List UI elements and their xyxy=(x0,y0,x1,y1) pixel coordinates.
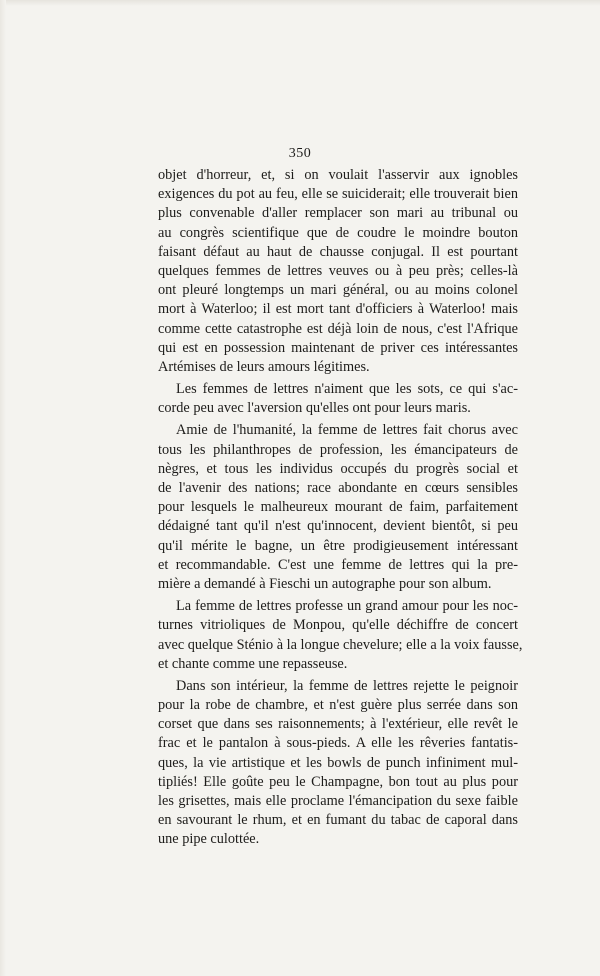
paragraph-2 xyxy=(158,380,518,418)
text-line: mort à Waterloo; il est mort tant d'officiers à Waterloo! mais xyxy=(158,301,518,318)
text-line: tipliés! Elle goûte peu le Champagne, bon tout au plus pour xyxy=(158,773,518,790)
text-line: Dans son intérieur, la femme de lettres rejette le peignoir xyxy=(176,677,518,694)
text-line: qui est en possession maintenant de priver ces intéressantes xyxy=(158,339,518,356)
text-line: au congrès scientifique que de coudre le moindre bouton xyxy=(158,224,518,241)
text-line: mière a demandé à Fieschi un autographe pour son album. xyxy=(158,575,492,592)
text-line: tous les philanthropes de profession, les émancipateurs de xyxy=(158,441,518,458)
text-line: nègres, et tous les individus occupés du progrès social et xyxy=(158,460,518,477)
text-line: plus convenable d'aller remplacer son mari au tribunal ou xyxy=(158,205,518,222)
text-line: La femme de lettres professe un grand amour pour les noc- xyxy=(176,598,518,615)
text-line: de l'avenir des nations; race abondante en cœurs sensibles xyxy=(158,480,518,496)
page-number: 350 xyxy=(288,146,312,161)
text-line: dédaigné tant qu'il n'est qu'innocent, devient bientôt, si peu xyxy=(158,518,518,535)
text-line: en savourant le rhum, et en fumant du tabac de caporal dans xyxy=(158,812,518,829)
text-line: pour la robe de chambre, et n'est guère plus serrée dans son xyxy=(158,697,518,714)
text-line: Amie de l'humanité, la femme de lettres fait chorus avec xyxy=(176,422,518,439)
text-line: comme cette catastrophe est déjà loin de nous, c'est l'Afrique xyxy=(158,320,518,337)
paragraph-5 xyxy=(158,677,518,850)
text-line: exigences du pot au feu, elle se suiciderait; elle trouverait bien xyxy=(158,186,518,203)
paragraph-1 xyxy=(158,166,518,377)
text-line: corset que dans ses raisonnements; à l'extérieur, elle revêt le xyxy=(158,716,518,733)
text-line: avec quelque Sténio à la longue chevelure; elle a la voix fausse, xyxy=(158,636,523,653)
text-line: Les femmes de lettres n'aiment que les sots, ce qui s'ac- xyxy=(176,381,518,398)
text-line: Artémises de leurs amours légitimes. xyxy=(158,358,370,375)
paragraph-3 xyxy=(158,421,518,594)
text-line: et recommandable. C'est une femme de lettres qui la pre- xyxy=(158,556,518,573)
text-line: pour lesquels le malheureux mourant de faim, parfaitement xyxy=(158,499,518,516)
text-line: et chante comme une repasseuse. xyxy=(158,655,348,672)
text-line: ques, la vie artistique et les bowls de punch infiniment mul- xyxy=(158,754,518,771)
text-line: qu'il mérite le bagne, un être prodigieusement intéressant xyxy=(158,537,518,554)
text-line: une pipe culottée. xyxy=(158,831,260,848)
text-line: objet d'horreur, et, si on voulait l'asservir aux ignobles xyxy=(158,167,518,183)
text-line: turnes vitrioliques de Monpou, qu'elle déchiffre de concert xyxy=(158,617,518,634)
text-line: quelques femmes de lettres veuves ou à peu près; celles-là xyxy=(158,262,518,279)
text-line: ont pleuré longtemps un mari général, ou au moins colonel xyxy=(158,282,518,299)
scan-top-edge xyxy=(0,0,600,6)
text-line: les grisettes, mais elle proclame l'émancipation du sexe faible xyxy=(158,793,518,809)
paragraph-4 xyxy=(158,597,523,674)
text-line: corde peu avec l'aversion qu'elles ont pour leurs maris. xyxy=(158,400,471,417)
text-line: faisant défaut au haut de chausse conjugal. Il est pourtant xyxy=(158,243,518,260)
text-line: frac et le pantalon à sous-pieds. A elle les rêveries fantatis- xyxy=(158,735,518,752)
page-body xyxy=(158,166,523,853)
